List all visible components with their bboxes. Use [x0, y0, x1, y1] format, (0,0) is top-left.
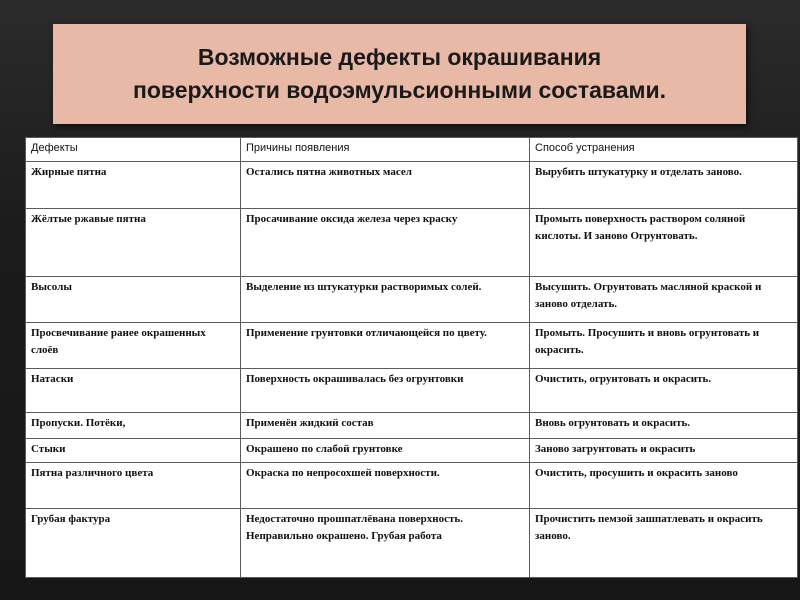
table-header-row: [26, 138, 798, 162]
table-row: [26, 439, 798, 463]
defects-table: [25, 137, 798, 578]
cell-defect: Пропуски. Потёки,: [26, 413, 241, 439]
cell-cause: Окраска по непросохшей поверхности.: [241, 463, 530, 509]
cell-remedy: Промыть поверхность раствором соляной кислоты. И заново Огрунтовать.: [530, 209, 798, 277]
cell-cause: Недостаточно прошпатлёвана поверхность. Неправильно окрашено. Грубая работа: [241, 509, 530, 578]
table-row: [26, 162, 798, 209]
table-row: [26, 463, 798, 509]
header-remedy: Способ устранения: [530, 138, 798, 162]
cell-defect: Пятна различного цвета: [26, 463, 241, 509]
cell-cause: Выделение из штукатурки растворимых солей.: [241, 277, 530, 323]
cell-defect: Просвечивание ранее окрашенных слоёв: [26, 323, 241, 369]
table-row: [26, 509, 798, 578]
table-row: [26, 369, 798, 413]
cell-cause: Окрашено по слабой грунтовке: [241, 439, 530, 463]
cell-remedy: Заново загрунтовать и окрасить: [530, 439, 798, 463]
header-causes: Причины появления: [241, 138, 530, 162]
slide-title-line-2: поверхности водоэмульсионными составами.: [132, 77, 667, 103]
cell-defect: Жёлтые ржавые пятна: [26, 209, 241, 277]
title-box: [53, 24, 746, 124]
cell-remedy: Вновь огрунтовать и окрасить.: [530, 413, 798, 439]
cell-defect: Натаски: [26, 369, 241, 413]
cell-remedy: Очистить, огрунтовать и окрасить.: [530, 369, 798, 413]
cell-defect: Высолы: [26, 277, 241, 323]
cell-remedy: Прочистить пемзой зашпатлевать и окрасить заново.: [530, 509, 798, 578]
cell-cause: Остались пятна животных масел: [241, 162, 530, 209]
cell-cause: Просачивание оксида железа через краску: [241, 209, 530, 277]
cell-cause: Применение грунтовки отличающейся по цвету.: [241, 323, 530, 369]
cell-defect: Стыки: [26, 439, 241, 463]
cell-cause: Применён жидкий состав: [241, 413, 530, 439]
cell-defect: Грубая фактура: [26, 509, 241, 578]
cell-remedy: Высушить. Огрунтовать масляной краской и заново отделать.: [530, 277, 798, 323]
slide-title-line-1: Возможные дефекты окрашивания: [197, 44, 602, 70]
cell-remedy: Очистить, просушить и окрасить заново: [530, 463, 798, 509]
cell-cause: Поверхность окрашивалась без огрунтовки: [241, 369, 530, 413]
header-defects: Дефекты: [26, 138, 241, 162]
cell-defect: Жирные пятна: [26, 162, 241, 209]
table-row: [26, 323, 798, 369]
cell-remedy: Вырубить штукатурку и отделать заново.: [530, 162, 798, 209]
table-row: [26, 209, 798, 277]
cell-remedy: Промыть. Просушить и вновь огрунтовать и окрасить.: [530, 323, 798, 369]
defects-table-container: [25, 137, 797, 578]
table-row: [26, 277, 798, 323]
table-row: [26, 413, 798, 439]
